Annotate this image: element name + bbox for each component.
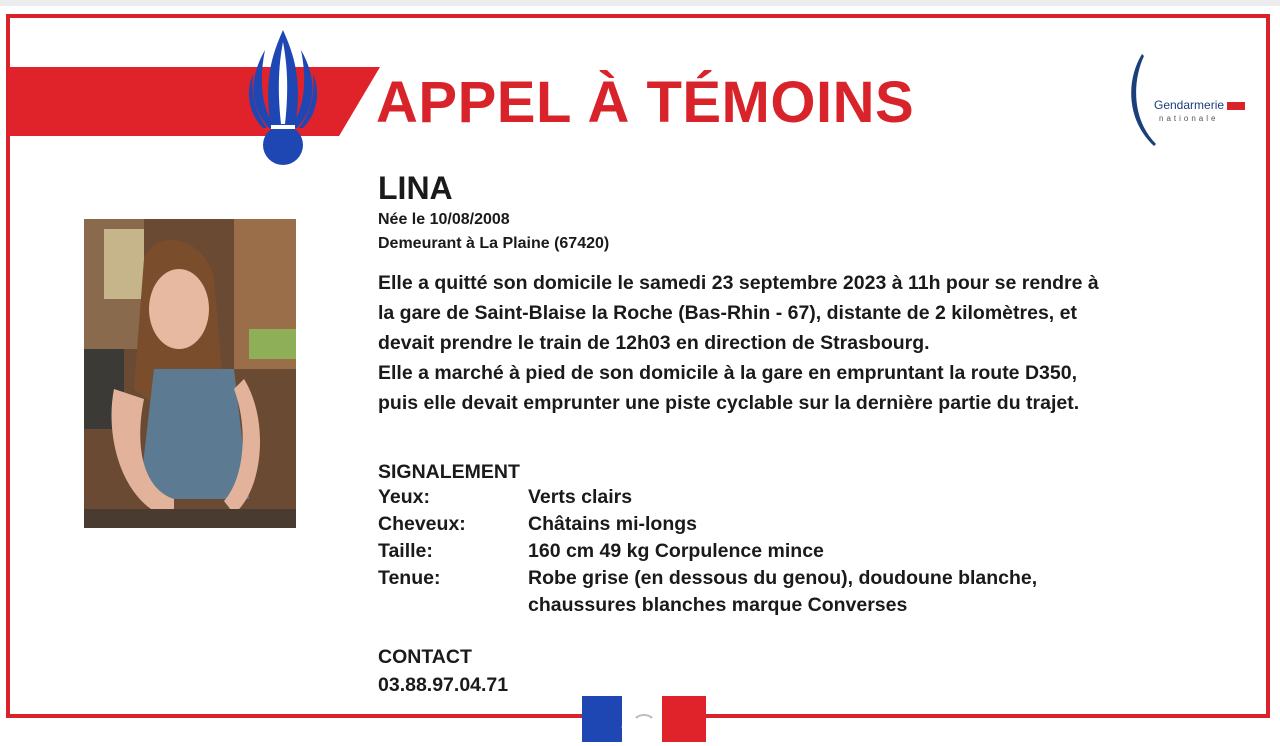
logo-sub: nationale [1159,114,1219,123]
row-label: Yeux: [378,486,431,508]
signalement-row [378,484,1037,511]
residence: Demeurant à La Plaine (67420) [378,235,610,252]
row-label: Cheveux: [378,513,466,535]
row-label: Tenue: [378,567,441,589]
red-banner [8,67,380,136]
signalement-row [378,592,1037,619]
marianne-logo-icon [582,696,706,742]
description [378,268,1218,418]
signalement-heading: SIGNALEMENT [378,461,520,483]
person-name: LINA [378,170,453,206]
row-value: Châtains mi-longs [528,513,698,535]
description-line: Elle a quitté son domicile le samedi 23 septembre 2023 à 11h pour se rendre à [378,272,1099,294]
description-line: Elle a marché à pied de son domicile à la gare en empruntant la route D350, [378,362,1077,384]
description-line: puis elle devait emprunter une piste cyclable sur la dernière partie du trajet. [378,392,1080,414]
row-value: 160 cm 49 kg Corpulence mince [528,540,824,562]
signalement-row [378,565,1037,592]
row-value: Robe grise (en dessous du genou), doudoune blanche, [528,567,1038,589]
gendarmerie-logo [1124,50,1254,150]
row-label [378,592,528,619]
description-line: devait prendre le train de 12h03 en direction de Strasbourg. [378,332,930,354]
signalement-row [378,538,1037,565]
main-content [378,168,1218,418]
contact-phone[interactable]: 03.88.97.04.71 [378,674,509,696]
description-line: la gare de Saint-Blaise la Roche (Bas-Rhin - 67), distante de 2 kilomètres, et [378,302,1077,324]
row-label: Taille: [378,540,433,562]
row-value: chaussures blanches marque Converses [528,594,908,616]
logo-flag [1227,102,1245,110]
top-strip [0,0,1280,6]
contact-heading: CONTACT [378,646,472,668]
gendarmerie-flame-icon [243,28,323,168]
page-title: APPEL À TÉMOINS [376,70,915,135]
signalement-row [378,511,1037,538]
row-value: Verts clairs [528,486,633,508]
logo-name: Gendarmerie [1154,98,1225,112]
birth-date: Née le 10/08/2008 [378,211,510,228]
person-photo [84,219,296,528]
signalement-table [378,484,1037,619]
